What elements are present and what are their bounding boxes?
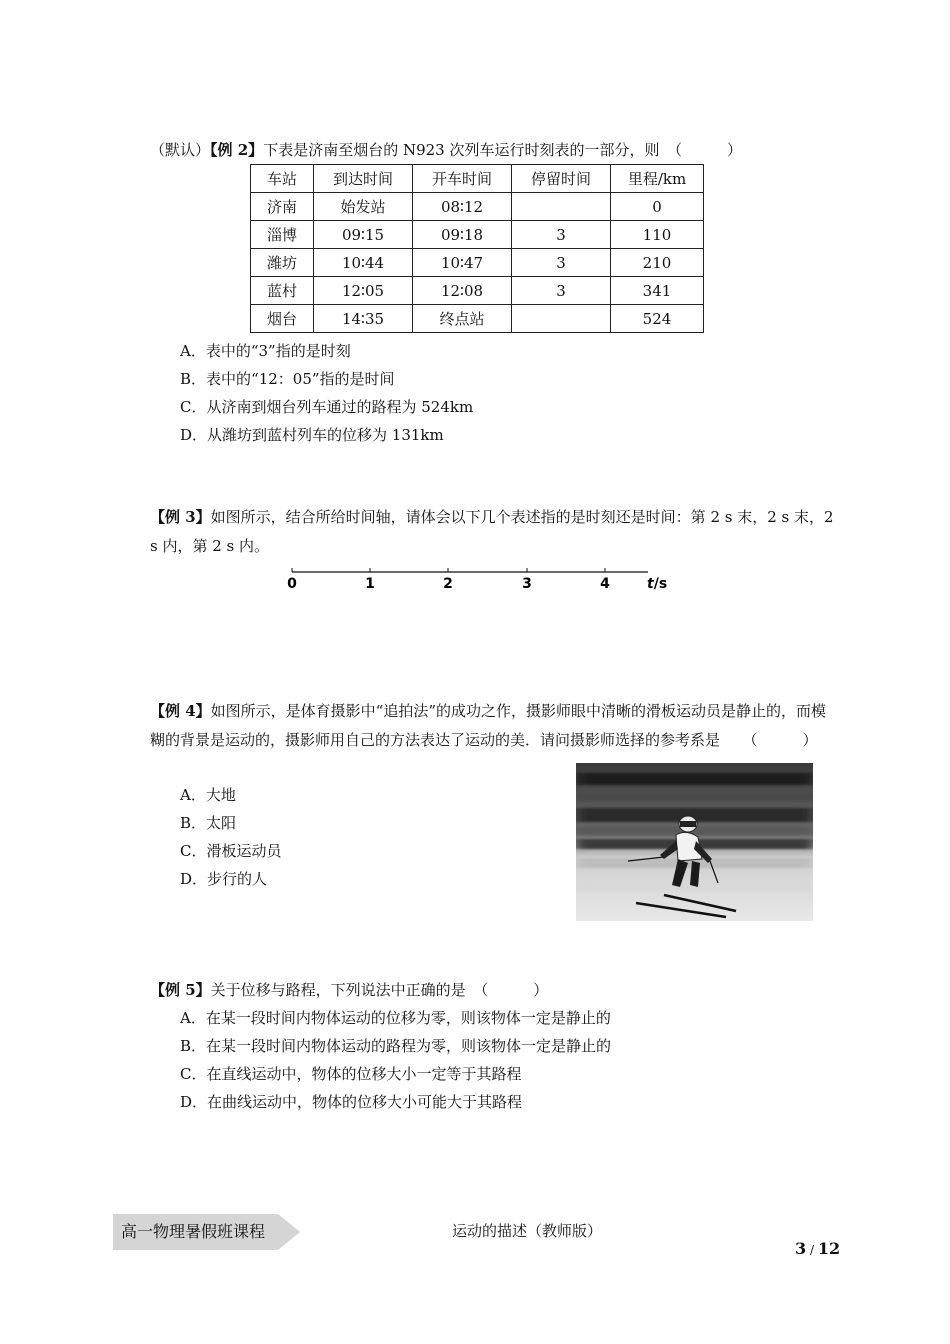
ex3-stem xyxy=(150,503,840,561)
ex4-option-c[interactable]: C．滑板运动员 xyxy=(180,842,282,860)
ex4-answer-paren: （ ） xyxy=(750,731,818,749)
footer-title: 运动的描述（教师版） xyxy=(452,1222,603,1240)
ex4-text: 如图所示，是体育摄影中“追拍法”的成功之作，摄影师眼中清晰的滑板运动员是静止的，而模糊的背景是运动的，摄影师用自己的方法表达了运动的美．请问摄影师选择的参考系是 xyxy=(150,702,827,749)
ex2-question: 下表是济南至烟台的 N923 次列车运行时刻表的一部分，则 xyxy=(263,141,660,159)
timetable xyxy=(250,164,704,333)
table-cell: 12∶05 xyxy=(314,277,413,305)
table-cell: 14∶35 xyxy=(314,305,413,333)
table-cell: 08∶12 xyxy=(413,193,512,221)
ex5-stem xyxy=(150,980,548,1000)
table-row xyxy=(251,249,704,277)
axis-unit-label xyxy=(647,576,667,592)
page-current: 3 xyxy=(795,1239,807,1258)
table-cell: 110 xyxy=(611,221,704,249)
ex4-stem xyxy=(150,697,840,755)
table-header: 开车时间 xyxy=(413,165,512,193)
page-number xyxy=(795,1239,840,1260)
table-row xyxy=(251,193,704,221)
ex2-option-c[interactable]: C．从济南到烟台列车通过的路程为 524km xyxy=(180,398,474,416)
page-total: 12 xyxy=(817,1239,841,1258)
ex4-option-b[interactable]: B．太阳 xyxy=(180,814,237,832)
ex2-prefix: （默认） xyxy=(150,141,211,159)
axis-tick-label: 0 xyxy=(287,576,297,592)
table-cell: 终点站 xyxy=(413,305,512,333)
table-header: 里程/km xyxy=(611,165,704,193)
axis-tick-label: 4 xyxy=(600,576,610,592)
page-separator: / xyxy=(806,1243,818,1257)
table-cell: 09∶15 xyxy=(314,221,413,249)
ex2-option-d[interactable]: D．从潍坊到蓝村列车的位移为 131km xyxy=(180,426,444,444)
ex5-option-a[interactable]: A．在某一段时间内物体运动的位移为零，则该物体一定是静止的 xyxy=(180,1009,611,1027)
table-cell: 淄博 xyxy=(251,221,314,249)
table-cell: 始发站 xyxy=(314,193,413,221)
axis-unit-s: /s xyxy=(653,576,668,592)
ex5-option-d[interactable]: D．在曲线运动中，物体的位移大小可能大于其路程 xyxy=(180,1093,523,1111)
table-cell: 烟台 xyxy=(251,305,314,333)
table-cell: 潍坊 xyxy=(251,249,314,277)
ex4-option-a[interactable]: A．大地 xyxy=(180,786,236,804)
axis-tick-label: 3 xyxy=(522,576,532,592)
table-cell xyxy=(512,305,611,333)
table-cell: 蓝村 xyxy=(251,277,314,305)
time-axis xyxy=(280,563,680,595)
ex2-option-b[interactable]: B．表中的“12：05”指的是时间 xyxy=(180,370,395,388)
table-cell: 0 xyxy=(611,193,704,221)
ex2-answer-paren: （ ） xyxy=(674,141,743,159)
table-row xyxy=(251,277,704,305)
axis-tick-label: 1 xyxy=(365,576,375,592)
ex5-option-c[interactable]: C．在直线运动中，物体的位移大小一定等于其路程 xyxy=(180,1065,522,1083)
ex3-text: 如图所示，结合所给时间轴，请体会以下几个表述指的是时刻还是时间：第 2 s 末，2 s 末，2 s 内，第 2 s 内。 xyxy=(150,508,834,555)
table-cell: 济南 xyxy=(251,193,314,221)
table-cell: 3 xyxy=(512,221,611,249)
table-header-row xyxy=(251,165,704,193)
table-header: 车站 xyxy=(251,165,314,193)
ex2-stem xyxy=(150,140,742,160)
table-cell: 12∶08 xyxy=(413,277,512,305)
axis-unit-t: t xyxy=(647,576,654,592)
table-cell: 10∶44 xyxy=(314,249,413,277)
table-cell: 341 xyxy=(611,277,704,305)
table-cell: 3 xyxy=(512,249,611,277)
table-cell: 3 xyxy=(512,277,611,305)
ex5-question: 关于位移与路程，下列说法中正确的是 xyxy=(210,981,466,999)
table-row xyxy=(251,305,704,333)
ex4-label: 【例 4】 xyxy=(150,702,211,720)
ex5-label: 【例 5】 xyxy=(150,981,211,999)
axis-tick-label: 2 xyxy=(443,576,453,592)
table-cell: 09∶18 xyxy=(413,221,512,249)
ex5-option-b[interactable]: B．在某一段时间内物体运动的路程为零，则该物体一定是静止的 xyxy=(180,1037,612,1055)
ex4-option-d[interactable]: D．步行的人 xyxy=(180,870,268,888)
ex5-answer-paren: （ ） xyxy=(480,981,549,999)
table-cell: 524 xyxy=(611,305,704,333)
table-header: 停留时间 xyxy=(512,165,611,193)
footer-course-tab: 高一物理暑假班课程 xyxy=(113,1214,278,1250)
table-cell: 210 xyxy=(611,249,704,277)
ex3-label: 【例 3】 xyxy=(150,508,211,526)
table-header: 到达时间 xyxy=(314,165,413,193)
table-cell xyxy=(512,193,611,221)
footer-tab-arrow xyxy=(278,1214,300,1250)
table-cell: 10∶47 xyxy=(413,249,512,277)
ex2-option-a[interactable]: A．表中的“3”指的是时刻 xyxy=(180,342,351,360)
table-row xyxy=(251,221,704,249)
skier-photo xyxy=(576,763,813,921)
ex2-label: 【例 2】 xyxy=(210,141,264,159)
